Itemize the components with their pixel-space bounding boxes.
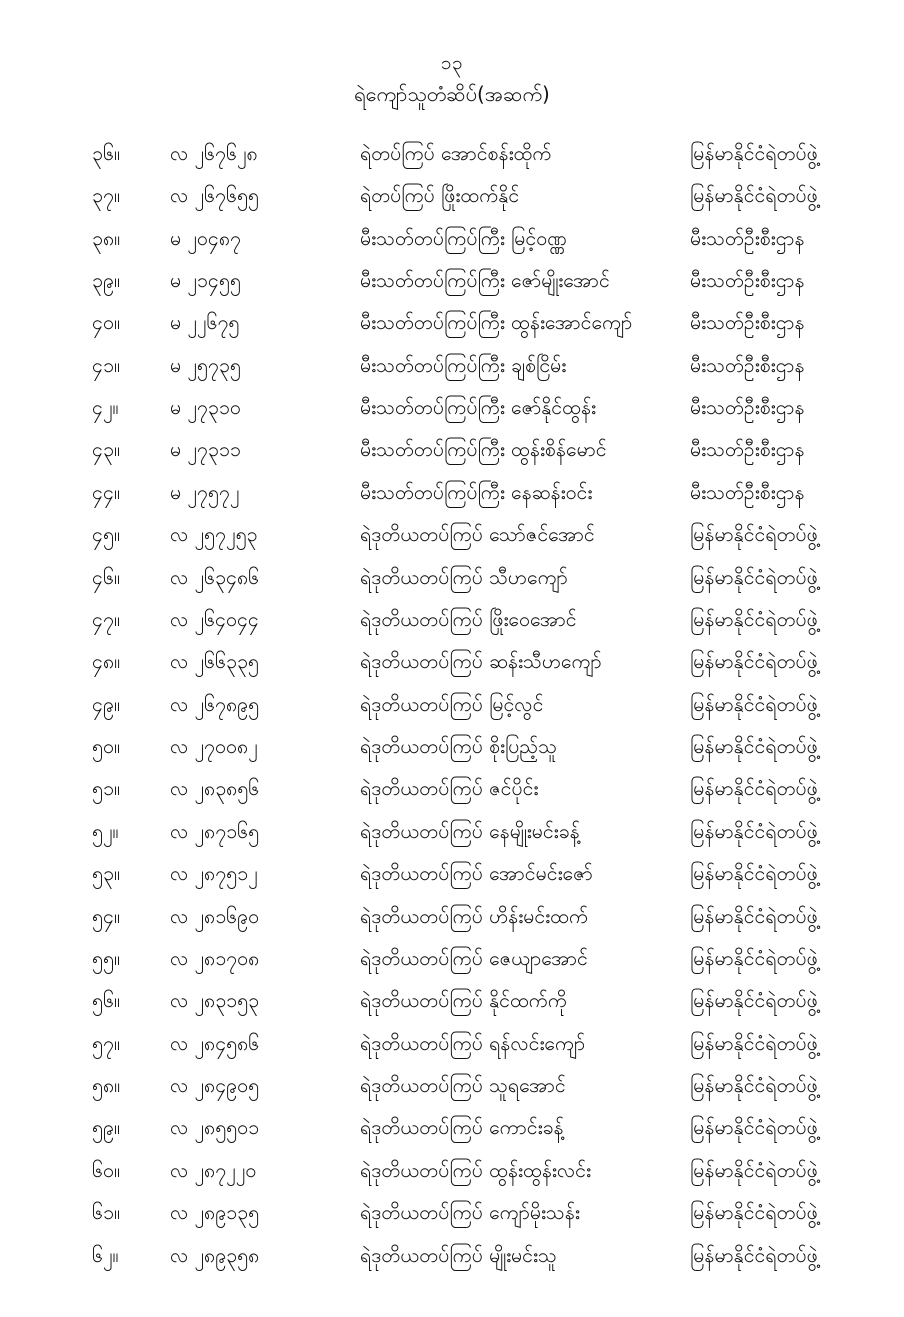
row-unit: မြန်မာနိုင်ငံရဲတပ်ဖွဲ့ [690, 1243, 818, 1267]
row-name: ရဲဒုတိယတပ်ကြပ် သော်ဇင်အောင် [360, 523, 595, 547]
row-name: ရဲဒုတိယတပ်ကြပ် သီဟကျော် [360, 565, 568, 589]
row-unit: မီးသတ်ဦးစီးဌာန [690, 353, 805, 377]
row-id: လ ၂၆၆၃၃၅ [170, 650, 259, 674]
table-row [60, 1023, 904, 1065]
row-id: လ ၂၆၇၆၅၅ [170, 184, 259, 208]
table-row [60, 1150, 904, 1192]
row-id: လ ၂၈၇၅၁၂ [170, 862, 258, 886]
table-row [60, 514, 904, 556]
row-name: ရဲဒုတိယတပ်ကြပ် ရန်လင်းကျော် [360, 1031, 586, 1055]
row-id: မ ၂၇၅၇၂ [170, 480, 240, 504]
row-unit: မီးသတ်ဦးစီးဌာန [690, 396, 805, 420]
row-unit: မြန်မာနိုင်ငံရဲတပ်ဖွဲ့ [690, 184, 818, 208]
row-number: ၅၉။ [92, 1116, 120, 1140]
row-id: လ ၂၈၅၅၀၁ [170, 1116, 260, 1140]
row-number: ၄၅။ [92, 523, 120, 547]
row-unit: မီးသတ်ဦးစီးဌာန [690, 311, 805, 335]
row-number: ၅၅။ [92, 946, 120, 970]
table-row [60, 1107, 904, 1149]
row-name: ရဲဒုတိယတပ်ကြပ် ဇေယျာအောင် [360, 946, 588, 970]
row-unit: မြန်မာနိုင်ငံရဲတပ်ဖွဲ့ [690, 141, 818, 165]
row-name: ရဲဒုတိယတပ်ကြပ် ဆန်းသီဟကျော် [360, 650, 602, 674]
table-row [60, 472, 904, 514]
row-name: ရဲဒုတိယတပ်ကြပ် ကျော်မိုးသန်း [360, 1201, 580, 1225]
row-name: မီးသတ်တပ်ကြပ်ကြီး နေဆန်းဝင်း [360, 480, 593, 504]
row-id: မ ၂၅၇၃၅ [170, 353, 241, 377]
row-unit: မြန်မာနိုင်ငံရဲတပ်ဖွဲ့ [690, 1201, 818, 1225]
row-number: ၄၀။ [92, 311, 120, 335]
row-number: ၅၃။ [92, 862, 120, 886]
table-row [60, 853, 904, 895]
row-number: ၃၈။ [92, 226, 121, 250]
table-row [60, 218, 904, 260]
row-number: ၅၈။ [92, 1074, 121, 1098]
row-id: မ ၂၇၃၁၀ [170, 396, 241, 420]
row-name: မီးသတ်တပ်ကြပ်ကြီး ချစ်ငြိမ်း [360, 353, 567, 377]
row-unit: မီးသတ်ဦးစီးဌာန [690, 438, 805, 462]
row-id: မ ၂၁၄၅၅ [170, 268, 241, 292]
row-number: ၄၆။ [92, 565, 120, 589]
row-unit: မြန်မာနိုင်ငံရဲတပ်ဖွဲ့ [690, 904, 818, 928]
row-id: လ ၂၆၇၈၉၅ [170, 692, 260, 716]
row-id: လ ၂၈၉၁၃၅ [170, 1201, 260, 1225]
row-number: ၅၄။ [92, 904, 120, 928]
row-name: ရဲဒုတိယတပ်ကြပ် ထွန်းထွန်းလင်း [360, 1158, 591, 1182]
roster-table [60, 133, 904, 1277]
table-row [60, 1235, 904, 1277]
row-id: လ ၂၈၃၈၅၆ [170, 777, 260, 801]
page-number: ၁၃ [440, 52, 464, 74]
row-number: ၃၇။ [92, 184, 120, 208]
row-unit: မြန်မာနိုင်ငံရဲတပ်ဖွဲ့ [690, 523, 818, 547]
table-row [60, 345, 904, 387]
row-number: ၃၉။ [92, 268, 120, 292]
row-unit: မြန်မာနိုင်ငံရဲတပ်ဖွဲ့ [690, 565, 818, 589]
table-row [60, 557, 904, 599]
row-unit: မီးသတ်ဦးစီးဌာန [690, 268, 805, 292]
row-unit: မြန်မာနိုင်ငံရဲတပ်ဖွဲ့ [690, 1116, 818, 1140]
row-number: ၄၈။ [92, 650, 121, 674]
row-id: လ ၂၈၇၂၂၀ [170, 1158, 257, 1182]
row-unit: မြန်မာနိုင်ငံရဲတပ်ဖွဲ့ [690, 1158, 818, 1182]
table-row [60, 387, 904, 429]
row-number: ၃၆။ [92, 141, 120, 165]
row-id: မ ၂၂၆၇၅ [170, 311, 240, 335]
row-unit: မီးသတ်ဦးစီးဌာန [690, 226, 805, 250]
row-name: ရဲဒုတိယတပ်ကြပ် ကောင်းခန့် [360, 1116, 564, 1140]
row-number: ၄၁။ [92, 353, 120, 377]
row-id: လ ၂၅၇၂၅၃ [170, 523, 258, 547]
roster-table-body [60, 133, 904, 1277]
table-row [60, 260, 904, 302]
row-unit: မြန်မာနိုင်ငံရဲတပ်ဖွဲ့ [690, 735, 818, 759]
row-unit: မြန်မာနိုင်ငံရဲတပ်ဖွဲ့ [690, 650, 818, 674]
row-number: ၄၉။ [92, 692, 120, 716]
row-id: မ ၂၀၄၈၇ [170, 226, 241, 250]
page-title: ရဲကျော်သူတံဆိပ်(အဆက်) [354, 81, 550, 106]
row-number: ၆၁။ [92, 1201, 120, 1225]
row-name: မီးသတ်တပ်ကြပ်ကြီး ဇော်နိုင်ထွန်း [360, 396, 597, 420]
row-unit: မြန်မာနိုင်ငံရဲတပ်ဖွဲ့ [690, 989, 818, 1013]
table-row [60, 726, 904, 768]
row-name: ရဲဒုတိယတပ်ကြပ် မျိုးမင်းသူ [360, 1243, 557, 1267]
row-number: ၅၀။ [92, 735, 120, 759]
row-id: လ ၂၈၇၁၆၅ [170, 819, 260, 843]
row-name: မီးသတ်တပ်ကြပ်ကြီး မြင့်ဝဏ္ဏ [360, 226, 567, 250]
row-number: ၄၇။ [92, 607, 120, 631]
table-row [60, 896, 904, 938]
row-unit: မီးသတ်ဦးစီးဌာန [690, 480, 805, 504]
row-number: ၅၂။ [92, 819, 119, 843]
table-row [60, 302, 904, 344]
row-unit: မြန်မာနိုင်ငံရဲတပ်ဖွဲ့ [690, 1074, 818, 1098]
row-unit: မြန်မာနိုင်ငံရဲတပ်ဖွဲ့ [690, 692, 818, 716]
row-name: ရဲဒုတိယတပ်ကြပ် ဖြိုးဝေအောင် [360, 607, 577, 631]
table-row [60, 980, 904, 1022]
row-id: လ ၂၆၇၆၂၈ [170, 141, 258, 165]
row-name: ရဲဒုတိယတပ်ကြပ် သူရအောင် [360, 1074, 566, 1098]
table-row [60, 641, 904, 683]
table-row [60, 1065, 904, 1107]
row-name: ရဲဒုတိယတပ်ကြပ် မြင့်လွင် [360, 692, 544, 716]
row-unit: မြန်မာနိုင်ငံရဲတပ်ဖွဲ့ [690, 607, 818, 631]
table-row [60, 938, 904, 980]
row-id: လ ၂၈၃၁၅၃ [170, 989, 260, 1013]
row-name: ရဲတပ်ကြပ် ဖြိုးထက်နိုင် [360, 184, 520, 208]
row-name: ရဲဒုတိယတပ်ကြပ် အောင်မင်းဇော် [360, 862, 593, 886]
row-name: မီးသတ်တပ်ကြပ်ကြီး ထွန်းအောင်ကျော် [360, 311, 633, 335]
row-number: ၅၆။ [92, 989, 120, 1013]
table-row [60, 811, 904, 853]
row-name: ရဲဒုတိယတပ်ကြပ် စိုးပြည့်သူ [360, 735, 558, 759]
row-id: လ ၂၈၁၇၀၈ [170, 946, 260, 970]
row-id: လ ၂၈၄၉၀၅ [170, 1074, 260, 1098]
row-name: မီးသတ်တပ်ကြပ်ကြီး ဇော်မျိုးအောင် [360, 268, 610, 292]
row-id: လ ၂၇၀၀၈၂ [170, 735, 258, 759]
row-number: ၄၂။ [92, 396, 119, 420]
table-row [60, 133, 904, 175]
row-number: ၆၂။ [92, 1243, 119, 1267]
row-unit: မြန်မာနိုင်ငံရဲတပ်ဖွဲ့ [690, 1031, 818, 1055]
row-id: လ ၂၆၃၄၈၆ [170, 565, 260, 589]
row-number: ၅၇။ [92, 1031, 120, 1055]
row-id: လ ၂၆၄၀၄၄ [170, 607, 259, 631]
table-row [60, 599, 904, 641]
table-row [60, 429, 904, 471]
row-unit: မြန်မာနိုင်ငံရဲတပ်ဖွဲ့ [690, 777, 818, 801]
table-row [60, 175, 904, 217]
row-id: လ ၂၈၁၆၉၀ [170, 904, 260, 928]
row-id: လ ၂၈၉၃၅၈ [170, 1243, 260, 1267]
table-row [60, 1192, 904, 1234]
row-name: ရဲဒုတိယတပ်ကြပ် ဟိန်းမင်းထက် [360, 904, 589, 928]
row-number: ၆၀။ [92, 1158, 120, 1182]
row-id: လ ၂၈၄၅၈၆ [170, 1031, 260, 1055]
row-number: ၅၁။ [92, 777, 120, 801]
table-row [60, 684, 904, 726]
row-unit: မြန်မာနိုင်ငံရဲတပ်ဖွဲ့ [690, 946, 818, 970]
row-name: ရဲတပ်ကြပ် အောင်စန်းထိုက် [360, 141, 552, 165]
row-name: ရဲဒုတိယတပ်ကြပ် ဇင်ပိုင်း [360, 777, 539, 801]
row-name: ရဲဒုတိယတပ်ကြပ် နိုင်ထက်ကို [360, 989, 567, 1013]
row-number: ၄၄။ [92, 480, 120, 504]
table-row [60, 768, 904, 810]
row-unit: မြန်မာနိုင်ငံရဲတပ်ဖွဲ့ [690, 862, 818, 886]
row-name: မီးသတ်တပ်ကြပ်ကြီး ထွန်းစိန်မောင် [360, 438, 607, 462]
row-unit: မြန်မာနိုင်ငံရဲတပ်ဖွဲ့ [690, 819, 818, 843]
row-name: ရဲဒုတိယတပ်ကြပ် နေမျိုးမင်းခန့် [360, 819, 580, 843]
row-number: ၄၃။ [92, 438, 120, 462]
row-id: မ ၂၇၃၁၁ [170, 438, 241, 462]
